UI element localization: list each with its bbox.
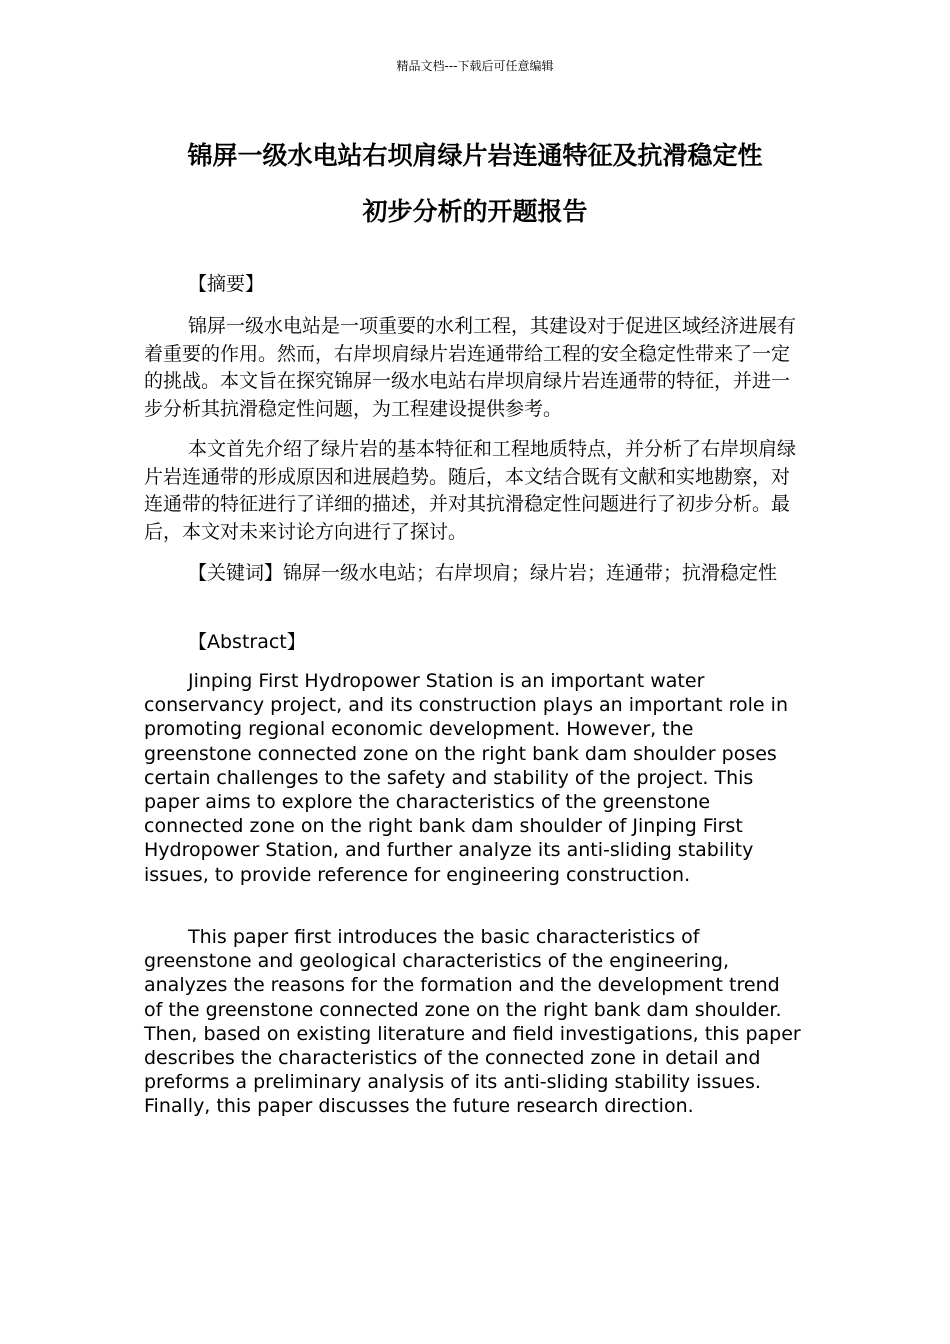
abstract-cn-label: 【摘要】 bbox=[188, 273, 265, 295]
document-title-line-1: 锦屏一级水电站右坝肩绿片岩连通特征及抗滑稳定性 bbox=[187, 141, 763, 170]
abstract-en-paragraph-1: Jinping First Hydropower Station is an important water conservancy project, and its construction plays an important role in promoting regional economic development. However, the greenstone connected zone on the right bank dam shoulder poses certain challenges to the safety and stability of the project. This paper aims to explore the characteristics of the greenstone connected zone on the right bank dam shoulder of Jinping First Hydropower Station, and further analyze its anti-sliding stability issues, to provide reference for engineering construction. bbox=[144, 670, 788, 886]
page-header-watermark: 精品文档---下载后可任意编辑 bbox=[396, 59, 554, 73]
abstract-cn-paragraph-1: 锦屏一级水电站是一项重要的水利工程，其建设对于促进区域经济进展有着重要的作用。然而，右岸坝肩绿片岩连通带给工程的安全稳定性带来了一定的挑战。本文旨在探究锦屏一级水电站右岸坝肩绿片岩连通带的特征，并进一步分析其抗滑稳定性问题，为工程建设提供参考。 bbox=[144, 315, 797, 420]
abstract-cn-paragraph-2: 本文首先介绍了绿片岩的基本特征和工程地质特点，并分析了右岸坝肩绿片岩连通带的形成原因和进展趋势。随后，本文结合既有文献和实地勘察，对连通带的特征进行了详细的描述，并对其抗滑稳定性问题进行了初步分析。最后，本文对未来讨论方向进行了探讨。 bbox=[144, 438, 797, 543]
abstract-en-paragraph-2: This paper first introduces the basic characteristics of greenstone and geological characteristics of the engineering, analyzes the reasons for the formation and the development trend of the greenstone connected zone on the right bank dam shoulder. Then, based on existing literature and field investigations, this paper describes the characteristics of the connected zone in detail and preforms a preliminary analysis of its anti-sliding stability issues. Finally, this paper discusses the future research direction. bbox=[144, 926, 801, 1118]
document-title-line-2: 初步分析的开题报告 bbox=[362, 197, 588, 226]
abstract-en-label: 【Abstract】 bbox=[188, 631, 306, 653]
keywords-cn: 【关键词】锦屏一级水电站；右岸坝肩；绿片岩；连通带；抗滑稳定性 bbox=[188, 562, 778, 584]
